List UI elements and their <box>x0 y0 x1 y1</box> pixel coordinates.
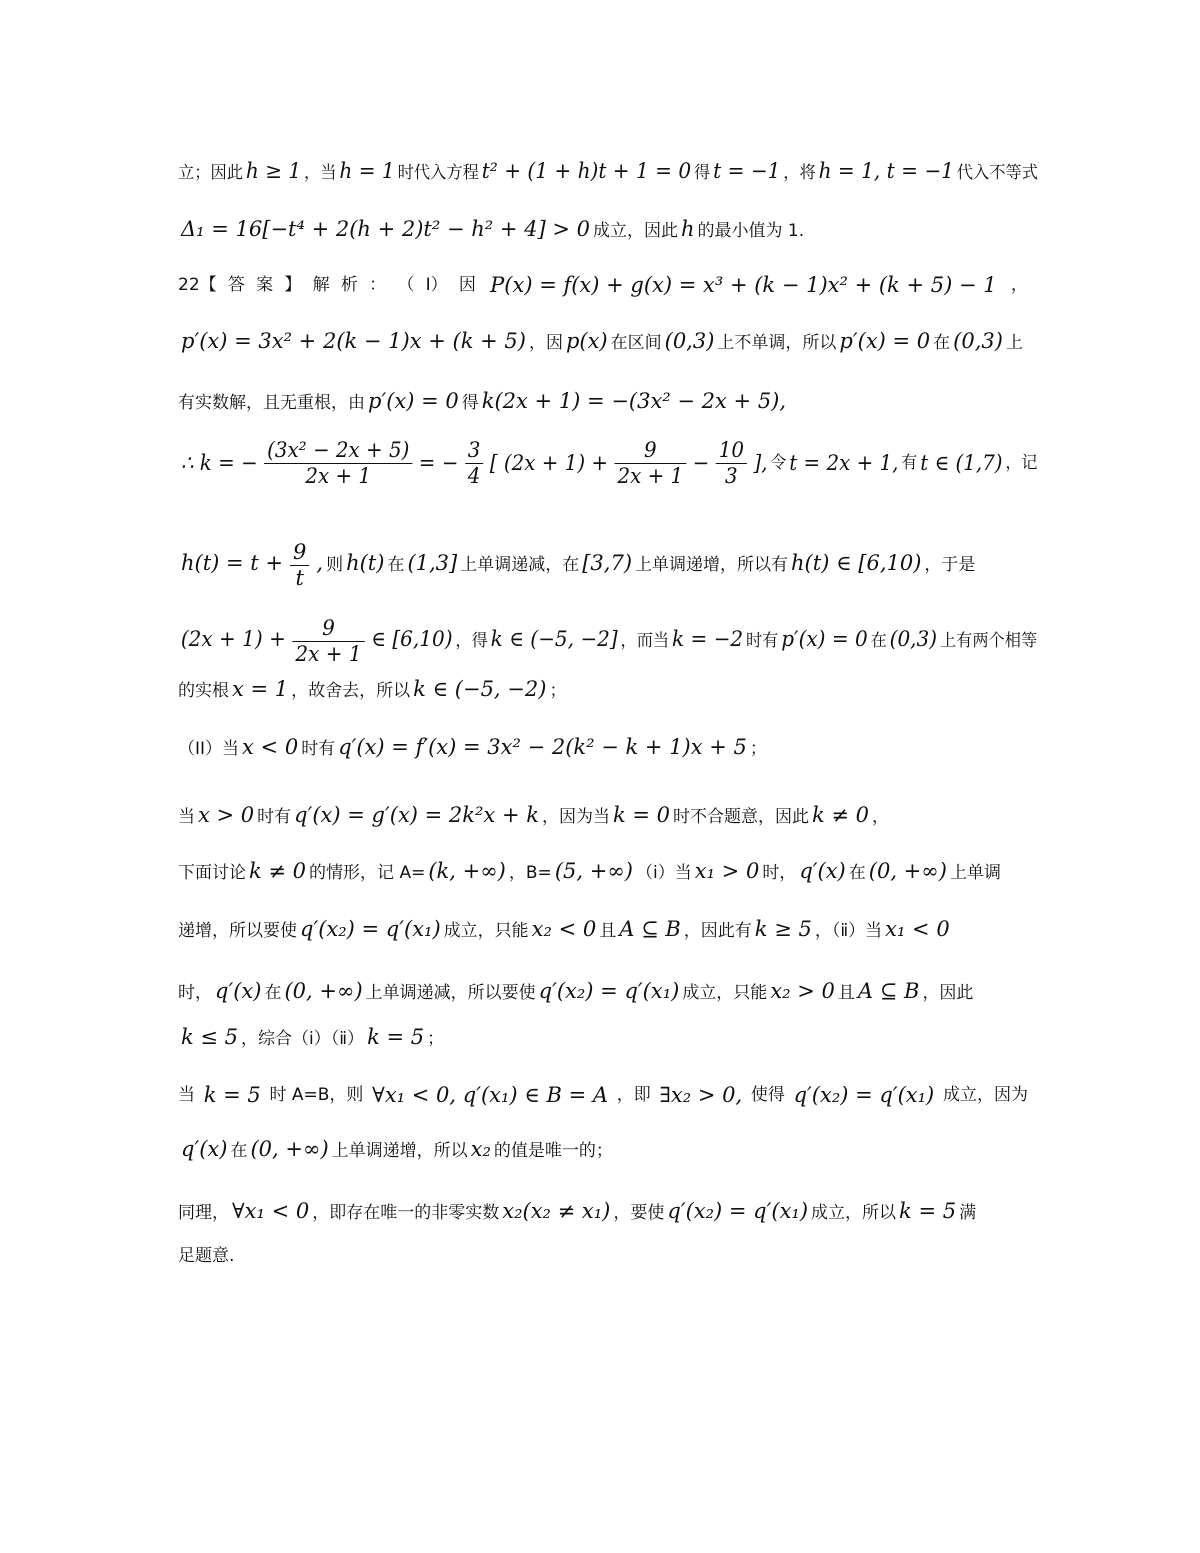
text-run: 有实数解，且无重根，由 <box>178 393 365 413</box>
math-expression: (0,3) <box>953 329 1003 353</box>
text-run: ，故舍去，所以 <box>291 681 411 701</box>
text-run: ，因 <box>528 333 563 353</box>
text-run: 上单调递减，在 <box>460 555 580 575</box>
text-run: 成立，所以 <box>811 1203 897 1223</box>
text-run: 且 <box>837 983 855 1003</box>
text-run: 解 <box>312 275 330 295</box>
text-run: 递增，所以要使 <box>178 921 297 941</box>
math-expression: , <box>316 551 324 575</box>
text-run: 时 A=B，则 <box>269 1085 364 1105</box>
line-17 <box>178 1124 1028 1174</box>
math-expression: (5, +∞) <box>554 859 633 883</box>
math-expression: (k, +∞) <box>428 859 506 883</box>
line-6 <box>178 438 1038 488</box>
text-run: 时代入方程 <box>397 163 479 183</box>
text-run: （II）当 <box>178 739 240 759</box>
math-expression: k = 5 <box>367 1025 425 1049</box>
text-run: 在 <box>870 631 887 651</box>
text-run: ； <box>427 1029 445 1049</box>
text-run: 立；因此 <box>178 163 244 183</box>
text-run: ，即 <box>616 1085 651 1105</box>
line-15 <box>178 1012 1028 1062</box>
math-expression: q′(x₂) = q′(x₁) <box>793 1083 935 1107</box>
math-expression: p′(x) = 0 <box>781 627 868 651</box>
math-expression: h <box>680 217 695 241</box>
text-run: ，即存在唯一的非零实数 <box>312 1203 500 1223</box>
text-run: 的情形，记 A= <box>309 863 426 883</box>
math-expression: Δ₁ = 16[−t⁴ + 2(h + 2)t² − h² + 4] > 0 <box>181 217 590 241</box>
line-13 <box>178 904 1028 954</box>
fraction-denominator: t <box>295 565 304 590</box>
text-run: 使得 <box>750 1085 785 1105</box>
line-19 <box>178 1230 1028 1280</box>
text-run: ， <box>1005 453 1022 473</box>
text-run: 记 <box>1021 453 1038 473</box>
text-run: 上单调递增，所以 <box>331 1141 468 1161</box>
math-expression: ∴ k = − <box>180 451 258 475</box>
text-run: 成立，只能 <box>443 921 529 941</box>
fraction <box>264 438 412 487</box>
text-run: ，而当 <box>620 631 670 651</box>
math-expression: (0, +∞) <box>868 859 947 883</box>
text-run: 上不单调，所以 <box>717 333 837 353</box>
text-run: 成立，因为 <box>942 1085 1028 1105</box>
text-run: 时有 <box>745 631 779 651</box>
text-run: 且 <box>599 921 617 941</box>
fraction-numerator: 9 <box>293 616 365 641</box>
text-run: ，因为当 <box>541 807 610 827</box>
text-run: ， <box>872 807 890 827</box>
text-run: 上单调递减，所以要使 <box>365 983 536 1003</box>
math-expression: P(x) = f(x) + g(x) = x³ + (k − 1)x² + (k + 5) − 1 <box>490 273 997 297</box>
math-expression: (2x + 1) + <box>180 627 286 651</box>
text-run: 同理， <box>178 1203 229 1223</box>
line-3 <box>178 260 1028 310</box>
text-run: ，将 <box>783 163 816 183</box>
line-2 <box>178 204 1028 254</box>
math-expression: k = −2 <box>671 627 744 651</box>
text-run: 上 <box>1005 333 1023 353</box>
text-run: 满 <box>959 1203 977 1223</box>
math-expression: q′(x) <box>799 859 846 883</box>
math-expression: k ≤ 5 <box>181 1025 239 1049</box>
text-run: 得 <box>694 163 711 183</box>
text-run: 有 <box>901 453 918 473</box>
math-expression: A ⊆ B <box>619 917 681 941</box>
math-expression: (0,3) <box>664 329 715 353</box>
math-expression: k ≥ 5 <box>754 917 812 941</box>
text-run: 下面讨论 <box>178 863 246 883</box>
math-expression: x₂ < 0 <box>531 917 597 941</box>
math-expression: h = 1, t = −1 <box>818 159 954 183</box>
fraction-denominator: 2x + 1 <box>617 463 684 488</box>
fraction-numerator: 9 <box>290 540 309 565</box>
math-expression: h(t) ∈ [6,10) <box>791 551 922 575</box>
math-expression: (0, +∞) <box>250 1137 329 1161</box>
math-expression: (0, +∞) <box>284 979 363 1003</box>
math-expression: k ≠ 0 <box>249 859 307 883</box>
text-run: 在 <box>933 333 951 353</box>
text-run: 当 <box>178 807 195 827</box>
text-run: ； <box>549 681 567 701</box>
fraction-denominator: 2x + 1 <box>305 463 372 488</box>
fraction <box>465 438 483 487</box>
text-run: ： <box>369 275 387 295</box>
fraction-numerator: 10 <box>716 438 747 463</box>
text-run: 上单调 <box>949 863 1001 883</box>
fraction-denominator: 4 <box>467 463 481 488</box>
math-expression: q′(x₂) = q′(x₁) <box>667 1199 809 1223</box>
math-expression: ], <box>753 451 768 475</box>
text-run: 上有两个相等 <box>939 631 1038 651</box>
text-run: ， <box>1010 275 1028 295</box>
math-expression: ∃x₂ > 0, <box>659 1083 743 1107</box>
text-run: （ <box>397 275 415 295</box>
text-run: 得 <box>461 393 479 413</box>
text-run: 当 <box>178 1085 195 1105</box>
text-run: ，得 <box>455 631 488 651</box>
line-18 <box>178 1186 1028 1236</box>
math-expression: h = 1 <box>339 159 395 183</box>
text-run: ，因此 <box>922 983 974 1003</box>
math-expression: ∀x₁ < 0 <box>232 1199 310 1223</box>
math-expression: x₂(x₂ ≠ x₁) <box>502 1199 611 1223</box>
math-expression: t = 2x + 1, <box>789 451 899 475</box>
math-expression: k ∈ (−5, −2] <box>490 627 618 651</box>
math-expression: [3,7) <box>582 551 633 575</box>
text-run: 在 <box>387 555 405 575</box>
text-run: 时， <box>178 983 212 1003</box>
text-run: 足题意. <box>178 1246 235 1266</box>
line-9 <box>178 664 1028 714</box>
math-expression: p(x) <box>565 329 608 353</box>
text-run: 的实根 <box>178 681 229 701</box>
text-run: 在 <box>264 983 282 1003</box>
text-run: 】 <box>284 275 302 295</box>
math-expression: q′(x) <box>181 1137 228 1161</box>
text-run: 成立，只能 <box>682 983 768 1003</box>
line-11 <box>178 790 1028 840</box>
line-7 <box>178 538 1028 588</box>
text-run: 的值是唯一的； <box>493 1141 613 1161</box>
math-expression: k = 5 <box>899 1199 957 1223</box>
fraction-numerator: 9 <box>615 438 686 463</box>
text-run: 在 <box>230 1141 248 1161</box>
text-run: ； <box>749 739 767 759</box>
math-expression: = − <box>418 451 459 475</box>
math-expression: p′(x) = 3x² + 2(k − 1)x + (k + 5) <box>181 329 526 353</box>
math-expression: (0,3) <box>889 627 938 651</box>
text-run: 代入不等式 <box>956 163 1039 183</box>
line-8 <box>178 614 1038 666</box>
fraction <box>290 540 309 589</box>
math-expression: − <box>692 451 710 475</box>
math-expression: q′(x₂) = q′(x₁) <box>300 917 441 941</box>
math-expression: k ∈ (−5, −2) <box>413 677 547 701</box>
fraction-denominator: 2x + 1 <box>295 641 362 666</box>
math-expression: ∀x₁ < 0, q′(x₁) ∈ B = A <box>372 1083 609 1107</box>
math-expression: q′(x₂) = q′(x₁) <box>538 979 680 1003</box>
math-expression: q′(x) <box>215 979 262 1003</box>
math-expression: t = −1 <box>713 159 781 183</box>
text-run: 令 <box>770 453 787 473</box>
text-run: 在 <box>848 863 866 883</box>
math-expression: h(t) <box>346 551 385 575</box>
text-run: 时有 <box>257 807 292 827</box>
fraction <box>293 616 365 665</box>
text-run: （ⅰ）当 <box>636 863 692 883</box>
math-expression: h ≥ 1 <box>245 159 302 183</box>
text-run: 因 <box>458 275 476 295</box>
fraction <box>716 438 747 487</box>
math-expression: k ≠ 0 <box>812 803 870 827</box>
math-expression: h(t) = t + <box>181 551 284 575</box>
text-run: 的最小值为 1. <box>697 221 805 241</box>
text-run: 成立，因此 <box>592 221 678 241</box>
line-14 <box>178 966 1028 1016</box>
math-expression: x > 0 <box>198 803 255 827</box>
fraction-denominator: 3 <box>725 463 738 488</box>
math-expression: p′(x) = 0 <box>839 329 931 353</box>
math-expression: t² + (1 + h)t + 1 = 0 <box>481 159 692 183</box>
math-expression: k(2x + 1) = −(3x² − 2x + 5), <box>481 389 787 413</box>
text-run: 时， <box>762 863 797 883</box>
text-run: 则 <box>326 555 344 575</box>
math-expression: k = 0 <box>612 803 670 827</box>
fraction-numerator: (3x² − 2x + 5) <box>264 438 412 463</box>
math-expression: x₂ <box>470 1137 491 1161</box>
text-run: 案 <box>256 275 274 295</box>
math-expression: ∈ [6,10) <box>371 627 453 651</box>
math-expression: A ⊆ B <box>857 979 920 1003</box>
math-expression: x₁ > 0 <box>694 859 760 883</box>
line-12 <box>178 846 1028 896</box>
text-run: I） <box>425 275 448 295</box>
math-expression: x = 1 <box>232 677 289 701</box>
text-run: ，当 <box>304 163 337 183</box>
math-expression: x < 0 <box>242 735 299 759</box>
text-run: ，要使 <box>613 1203 665 1223</box>
fraction-numerator: 3 <box>465 438 483 463</box>
text-run: 析 <box>340 275 358 295</box>
text-run: 时不合题意，因此 <box>673 807 809 827</box>
text-run: 上单调递增，所以有 <box>635 555 789 575</box>
line-5 <box>178 376 1028 426</box>
line-10 <box>178 722 1028 772</box>
text-run: ，B= <box>508 863 552 883</box>
math-expression: x₂ > 0 <box>770 979 835 1003</box>
math-expression: q′(x) = f′(x) = 3x² − 2(k² − k + 1)x + 5 <box>338 735 747 759</box>
text-run: ，于是 <box>924 555 976 575</box>
line-1 <box>178 146 1039 196</box>
math-expression: (1,3] <box>407 551 458 575</box>
line-16 <box>178 1070 1028 1120</box>
text-run: 在区间 <box>610 333 662 353</box>
math-expression: k = 5 <box>203 1083 261 1107</box>
text-run: 答 <box>227 275 245 295</box>
math-expression: [ (2x + 1) + <box>489 451 609 475</box>
text-run: ，（ⅱ）当 <box>814 921 883 941</box>
line-4 <box>178 316 1028 366</box>
math-expression: t ∈ (1,7) <box>920 451 1003 475</box>
math-expression: q′(x) = g′(x) = 2k²x + k <box>294 803 539 827</box>
text-run: 时有 <box>301 739 336 759</box>
text-run: 22【 <box>178 275 217 295</box>
text-run: ，综合（ⅰ）（ⅱ） <box>241 1029 365 1049</box>
math-expression: p′(x) = 0 <box>368 389 459 413</box>
text-run: ，因此有 <box>683 921 752 941</box>
math-expression: x₁ < 0 <box>885 917 950 941</box>
fraction <box>615 438 686 487</box>
